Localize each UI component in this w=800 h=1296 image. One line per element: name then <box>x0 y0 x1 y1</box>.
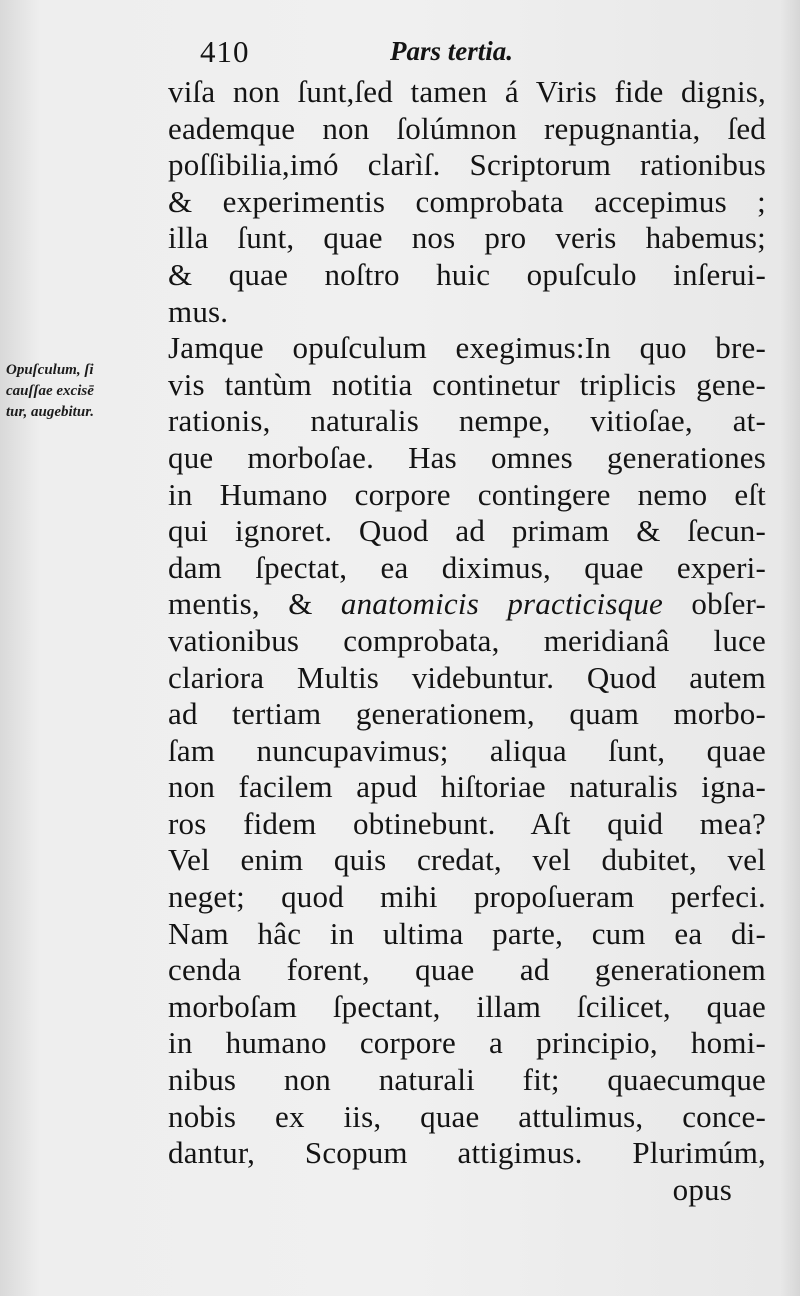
text-line: ros fidem obtinebunt. Aſt quid mea? <box>168 805 766 841</box>
text-line: in Humano corpore contingere nemo eſt <box>168 476 766 512</box>
text-line: dam ſpectat, ea diximus, quae experi- <box>168 549 766 585</box>
text-line: mus. <box>168 293 229 329</box>
text-line: non facilem apud hiſtoriae naturalis igna- <box>168 769 766 805</box>
text-segment: mentis, & <box>168 586 341 622</box>
text-line: que morboſae. Has omnes generationes <box>168 439 766 475</box>
margin-note-line: tur, augebitur. <box>6 404 94 420</box>
text-line: & quae noſtro huic opuſculo inſerui- <box>168 256 766 292</box>
text-line: cenda forent, quae ad generationem <box>168 952 766 988</box>
text-segment: obſer- <box>663 586 766 622</box>
text-line: neget; quod mihi propoſueram perfeci. <box>168 879 766 915</box>
text-line: in humano corpore a principio, homi- <box>168 1025 766 1061</box>
text-line: illa ſunt, quae nos pro veris habemus; <box>168 220 766 256</box>
text-line: vis tantùm notitia continetur triplicis gene- <box>168 366 766 402</box>
text-line: Vel enim quis credat, vel dubitet, vel <box>168 842 766 878</box>
margin-note-line: cauſſae excisē <box>6 383 94 399</box>
text-line: dantur, Scopum attigimus. Plurimúm, <box>168 1135 766 1171</box>
text-line: nibus non naturali fit; quaecumque <box>168 1062 766 1098</box>
text-line: ad tertiam generationem, quam morbo- <box>168 696 766 732</box>
italic-phrase: anatomicis practicisque <box>340 586 663 622</box>
running-head: Pars tertia. <box>390 36 514 66</box>
text-line: qui ignoret. Quod ad primam & ſecun- <box>168 513 766 549</box>
text-line: ſam nuncupavimus; aliqua ſunt, quae <box>168 732 766 768</box>
text-line: morboſam ſpectant, illam ſcilicet, quae <box>168 988 766 1024</box>
paragraph-start-line: Jamque opuſculum exegimus:In quo bre- <box>168 330 766 366</box>
catchword: opus <box>672 1171 732 1207</box>
text-line: Nam hâc in ultima parte, cum ea di- <box>168 915 766 951</box>
text-line: nobis ex iis, quae attulimus, conce- <box>168 1098 766 1134</box>
margin-note <box>6 360 166 423</box>
page-header <box>200 34 560 74</box>
page-number: 410 <box>200 34 250 69</box>
text-line-with-italic <box>168 586 766 623</box>
text-line: & experimentis comprobata accepimus ; <box>168 183 766 219</box>
text-line: viſa non ſunt,ſed tamen á Viris fide dignis, <box>168 74 766 109</box>
text-line: poſſibilia,imó clarìſ. Scriptorum rationibus <box>168 147 766 183</box>
text-line: vationibus comprobata, meridianâ luce <box>168 622 766 658</box>
text-line: clariora Multis videbuntur. Quod autem <box>168 659 766 695</box>
margin-note-line: Opuſculum, ſi <box>6 362 94 378</box>
text-line: rationis, naturalis nempe, vitioſae, at- <box>168 403 766 439</box>
text-line: eademque non ſolúmnon repugnantia, ſed <box>168 110 766 146</box>
body-text <box>168 74 766 1208</box>
